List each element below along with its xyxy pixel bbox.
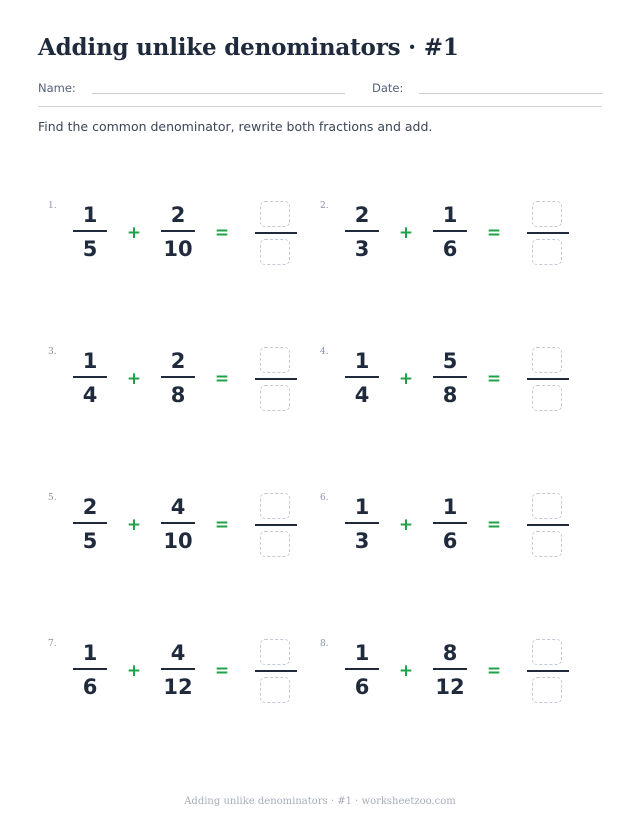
answer-fraction-bar — [527, 524, 569, 526]
denominator: 10 — [163, 529, 193, 553]
problem-number: 5. — [48, 493, 57, 503]
answer-numerator-box[interactable] — [532, 347, 562, 373]
fraction-b — [433, 495, 467, 553]
denominator: 8 — [170, 383, 186, 407]
numerator: 1 — [82, 349, 98, 373]
answer-denominator-box[interactable] — [532, 677, 562, 703]
fraction-bar — [73, 522, 107, 524]
worksheet-title: Adding unlike denominators · #1 — [38, 34, 459, 61]
instructions: Find the common denominator, rewrite both fractions and add. — [38, 119, 433, 134]
problem-1 — [48, 201, 320, 281]
numerator: 2 — [354, 203, 370, 227]
numerator: 5 — [442, 349, 458, 373]
denominator: 5 — [82, 529, 98, 553]
numerator: 1 — [354, 349, 370, 373]
numerator: 1 — [354, 495, 370, 519]
problem-2 — [320, 201, 592, 281]
answer-fraction — [527, 201, 569, 265]
header-divider — [38, 106, 602, 107]
problem-number: 8. — [320, 639, 329, 649]
date-field-line[interactable] — [419, 93, 602, 94]
fraction-bar — [433, 668, 467, 670]
denominator: 6 — [442, 529, 458, 553]
numerator: 1 — [442, 495, 458, 519]
denominator: 3 — [354, 237, 370, 261]
numerator: 1 — [442, 203, 458, 227]
fraction-bar — [73, 668, 107, 670]
page-footer: Adding unlike denominators · #1 · worksheetzoo.com — [184, 796, 456, 807]
answer-numerator-box[interactable] — [260, 639, 290, 665]
denominator: 10 — [163, 237, 193, 261]
fraction-bar — [161, 668, 195, 670]
fraction-a — [345, 641, 379, 699]
numerator: 2 — [170, 349, 186, 373]
numerator: 1 — [354, 641, 370, 665]
numerator: 4 — [170, 495, 186, 519]
fraction-b — [433, 349, 467, 407]
answer-denominator-box[interactable] — [260, 239, 290, 265]
answer-fraction-bar — [527, 232, 569, 234]
answer-fraction-bar — [255, 670, 297, 672]
fraction-a — [345, 495, 379, 553]
problem-number: 7. — [48, 639, 57, 649]
denominator: 8 — [442, 383, 458, 407]
problem-number: 2. — [320, 201, 329, 211]
problem-8 — [320, 639, 592, 719]
answer-numerator-box[interactable] — [260, 347, 290, 373]
numerator: 1 — [82, 203, 98, 227]
denominator: 4 — [82, 383, 98, 407]
fraction-bar — [345, 230, 379, 232]
equals-sign: = — [486, 369, 502, 389]
denominator: 6 — [354, 675, 370, 699]
denominator: 6 — [442, 237, 458, 261]
numerator: 2 — [82, 495, 98, 519]
equals-sign: = — [214, 223, 230, 243]
answer-fraction — [255, 639, 297, 703]
fraction-b — [161, 641, 195, 699]
answer-denominator-box[interactable] — [260, 385, 290, 411]
answer-fraction-bar — [255, 378, 297, 380]
denominator: 6 — [82, 675, 98, 699]
answer-numerator-box[interactable] — [532, 493, 562, 519]
fraction-bar — [73, 376, 107, 378]
answer-fraction — [255, 201, 297, 265]
fraction-a — [345, 349, 379, 407]
equals-sign: = — [214, 369, 230, 389]
answer-fraction — [527, 347, 569, 411]
fraction-bar — [73, 230, 107, 232]
answer-fraction — [527, 639, 569, 703]
plus-sign: + — [126, 369, 142, 389]
problem-6 — [320, 493, 592, 573]
fraction-b — [161, 349, 195, 407]
plus-sign: + — [398, 369, 414, 389]
denominator: 12 — [435, 675, 465, 699]
problem-number: 3. — [48, 347, 57, 357]
answer-denominator-box[interactable] — [532, 239, 562, 265]
problem-3 — [48, 347, 320, 427]
answer-fraction — [255, 347, 297, 411]
problem-number: 4. — [320, 347, 329, 357]
fraction-a — [73, 495, 107, 553]
fraction-a — [73, 641, 107, 699]
denominator: 3 — [354, 529, 370, 553]
plus-sign: + — [398, 661, 414, 681]
answer-fraction-bar — [527, 378, 569, 380]
answer-denominator-box[interactable] — [532, 385, 562, 411]
fraction-b — [433, 641, 467, 699]
answer-denominator-box[interactable] — [260, 531, 290, 557]
answer-fraction-bar — [527, 670, 569, 672]
plus-sign: + — [126, 661, 142, 681]
answer-fraction-bar — [255, 524, 297, 526]
denominator: 4 — [354, 383, 370, 407]
answer-numerator-box[interactable] — [532, 201, 562, 227]
problem-5 — [48, 493, 320, 573]
fraction-b — [161, 495, 195, 553]
problem-number: 6. — [320, 493, 329, 503]
fraction-bar — [345, 522, 379, 524]
answer-denominator-box[interactable] — [260, 677, 290, 703]
fraction-bar — [433, 230, 467, 232]
denominator: 5 — [82, 237, 98, 261]
numerator: 2 — [170, 203, 186, 227]
fraction-bar — [345, 668, 379, 670]
fraction-a — [73, 203, 107, 261]
answer-denominator-box[interactable] — [532, 531, 562, 557]
fraction-a — [73, 349, 107, 407]
problem-number: 1. — [48, 201, 57, 211]
plus-sign: + — [398, 515, 414, 535]
equals-sign: = — [486, 515, 502, 535]
equals-sign: = — [214, 661, 230, 681]
answer-fraction-bar — [255, 232, 297, 234]
fraction-bar — [161, 230, 195, 232]
problem-4 — [320, 347, 592, 427]
fraction-b — [433, 203, 467, 261]
fraction-bar — [161, 522, 195, 524]
plus-sign: + — [126, 223, 142, 243]
plus-sign: + — [398, 223, 414, 243]
fraction-b — [161, 203, 195, 261]
equals-sign: = — [486, 223, 502, 243]
equals-sign: = — [214, 515, 230, 535]
numerator: 4 — [170, 641, 186, 665]
fraction-bar — [161, 376, 195, 378]
denominator: 12 — [163, 675, 193, 699]
problem-7 — [48, 639, 320, 719]
fraction-bar — [433, 522, 467, 524]
answer-fraction — [527, 493, 569, 557]
name-field-line[interactable] — [92, 93, 345, 94]
fraction-bar — [433, 376, 467, 378]
numerator: 8 — [442, 641, 458, 665]
name-label: Name: — [38, 81, 76, 95]
numerator: 1 — [82, 641, 98, 665]
answer-numerator-box[interactable] — [260, 201, 290, 227]
fraction-a — [345, 203, 379, 261]
date-label: Date: — [372, 81, 404, 95]
answer-numerator-box[interactable] — [532, 639, 562, 665]
answer-fraction — [255, 493, 297, 557]
plus-sign: + — [126, 515, 142, 535]
equals-sign: = — [486, 661, 502, 681]
fraction-bar — [345, 376, 379, 378]
answer-numerator-box[interactable] — [260, 493, 290, 519]
